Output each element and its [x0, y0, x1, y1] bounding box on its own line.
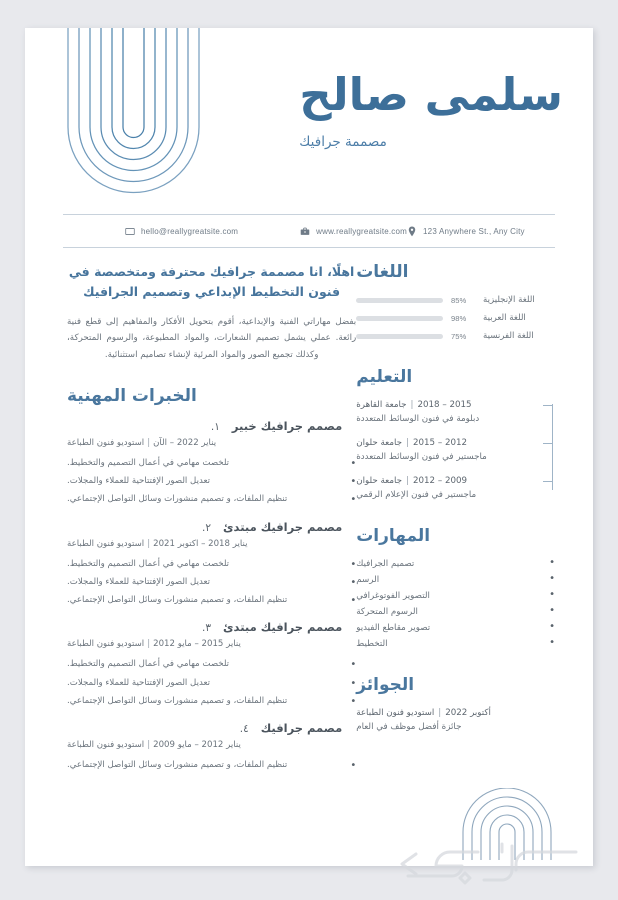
- separator: |: [147, 639, 151, 650]
- experience-dates: يناير 2012 – مايو 2009: [153, 740, 241, 751]
- language-progress-track: [356, 298, 443, 303]
- briefcase-icon: [300, 226, 310, 237]
- candidate-role: مصممة جرافيك: [299, 133, 387, 150]
- experience-entry: [67, 620, 356, 708]
- education-entry: [356, 400, 542, 424]
- education-dates: 2015 – 2018: [417, 400, 472, 410]
- experience-bullet: تعديل الصور الإفتتاحية للعملاء والمجلات. •: [67, 677, 356, 690]
- experience-number: ٢.: [202, 521, 212, 534]
- contact-email-text: hello@reallygreatsite.com: [141, 226, 239, 236]
- language-row: [356, 313, 555, 323]
- contact-item-address: [407, 226, 525, 237]
- experience-company: استوديو فنون الطباعة: [67, 538, 145, 549]
- award-org: استوديو فنون الطباعة: [356, 708, 435, 718]
- separator: |: [147, 437, 151, 448]
- experience-bullet: تلخصت مهامي في أعمال التصميم والتخطيط. •: [67, 658, 356, 671]
- experience-bullet: تعديل الصور الإفتتاحية للعملاء والمجلات. •: [67, 475, 356, 488]
- experience-bullet: تلخصت مهامي في أعمال التصميم والتخطيط. •: [67, 558, 356, 571]
- skill-item: الرسم •: [356, 575, 555, 585]
- skills-heading: المهارات: [356, 526, 431, 546]
- experience-bullet: تنظيم الملفات، و تصميم منشورات وسائل التواصل الإجتماعي. •: [67, 759, 356, 772]
- intro-paragraph: بفضل مهاراتي الفنية والإبداعية، أقوم بتحويل الأفكار والمفاهيم إلى قطع فنية رائعة. عملي يشمل تصميم الشعارات، والمواد المطبوعة، والرسوم المتحركة، وكذلك تجميع الصور والمواد المرئية لإنشاء تصاميم استثنائية.: [67, 316, 357, 360]
- contact-bar: [63, 214, 555, 248]
- contact-address-text: 123 Anywhere St., Any City: [423, 226, 525, 236]
- experience-meta: [67, 539, 356, 549]
- award-detail: جائزة أفضل موظف في العام: [356, 722, 462, 732]
- award-entry-header: [356, 708, 555, 718]
- education-degree: دبلومة في فنون الوسائط المتعددة: [356, 414, 480, 424]
- experience-title-row: [67, 520, 356, 534]
- experience-bullet: تنظيم الملفات، و تصميم منشورات وسائل التواصل الإجتماعي. •: [67, 493, 356, 506]
- envelope-icon: [125, 226, 135, 237]
- language-name: اللغة الإنجليزية: [483, 295, 535, 305]
- language-percent: 98%: [451, 313, 467, 323]
- experience-job-title: مصمم جرافيك: [260, 721, 343, 736]
- separator: |: [147, 538, 151, 549]
- experience-title-row: [67, 419, 356, 433]
- candidate-name: سلمى صالح: [299, 68, 563, 121]
- language-row: [356, 295, 555, 305]
- education-dates: 2009 – 2012: [412, 476, 468, 486]
- education-entry: [356, 476, 542, 500]
- experience-dates: يناير 2015 – مايو 2012: [153, 639, 241, 650]
- language-percent: 85%: [451, 295, 467, 305]
- contact-website-text: www.reallygreatsite.com: [316, 226, 408, 236]
- languages-section: [356, 262, 555, 341]
- experience-meta: [67, 438, 356, 448]
- experience-bullets: [67, 658, 356, 708]
- contact-item-website[interactable]: [300, 226, 407, 237]
- education-school: جامعة حلوان: [356, 438, 403, 448]
- language-name: اللغة الفرنسية: [483, 331, 534, 341]
- education-entry-header: [356, 400, 542, 410]
- experience-dates: يناير 2018 – اكتوبر 2021: [153, 538, 248, 549]
- skills-list: [356, 559, 555, 649]
- separator: |: [147, 740, 151, 751]
- education-heading: التعليم: [356, 367, 413, 387]
- language-progress-track: [356, 334, 443, 339]
- language-name: اللغة العربية: [483, 313, 526, 323]
- experience-entry: [67, 721, 356, 772]
- resume-header: [25, 28, 593, 200]
- location-pin-icon: [407, 226, 417, 237]
- experience-job-title: مصمم جرافيك خبير: [231, 418, 343, 433]
- separator: |: [406, 476, 409, 486]
- skill-item: الرسوم المتحركة •: [356, 607, 555, 617]
- intro-section: [67, 262, 356, 364]
- skill-item: التصوير الفوتوغرافي •: [356, 591, 555, 601]
- experience-number: ٣.: [202, 622, 212, 635]
- skills-section: [356, 526, 555, 649]
- language-percent: 75%: [451, 331, 467, 341]
- experience-company: استوديو فنون الطباعة: [67, 639, 145, 650]
- skill-item: التخطيط •: [356, 639, 555, 649]
- education-section: [356, 367, 555, 500]
- experience-bullet: تلخصت مهامي في أعمال التصميم والتخطيط. •: [67, 457, 356, 470]
- experience-bullets: [67, 558, 356, 608]
- education-entry-header: [356, 476, 542, 486]
- experience-heading: الخبرات المهنية: [67, 385, 197, 406]
- education-school: جامعة حلوان: [356, 476, 403, 486]
- experience-bullet: تعديل الصور الإفتتاحية للعملاء والمجلات. •: [67, 576, 356, 589]
- languages-heading: اللغات: [356, 262, 409, 282]
- experience-entry: [67, 520, 356, 608]
- experience-company: استوديو فنون الطباعة: [67, 437, 145, 448]
- sidebar-column: [356, 262, 555, 786]
- experience-number: ١.: [210, 420, 220, 433]
- separator: |: [410, 400, 414, 410]
- experience-entry: [67, 419, 356, 507]
- contact-item-email[interactable]: [125, 226, 238, 237]
- experience-title-row: [67, 620, 356, 634]
- resume-body: [25, 248, 593, 786]
- separator: |: [406, 438, 409, 448]
- skill-item: تصميم الجرافيك •: [356, 559, 555, 569]
- separator: |: [438, 708, 442, 718]
- experience-dates: يناير 2022 – الآن: [153, 437, 217, 448]
- name-block: [299, 70, 563, 150]
- language-progress-track: [356, 316, 443, 321]
- experience-bullet: تنظيم الملفات، و تصميم منشورات وسائل التواصل الإجتماعي. •: [67, 695, 356, 708]
- experience-number: ٤.: [239, 723, 249, 736]
- award-date: أكتوبر 2022: [445, 708, 491, 718]
- education-timeline: [356, 400, 555, 500]
- education-entry: [356, 438, 542, 462]
- education-school: جامعة القاهرة: [356, 400, 407, 410]
- intro-headline: اهلًا، انا مصممة جرافيك محترفة ومتخصصة في فنون التخطيط الإبداعي وتصميم الجرافيك: [68, 264, 355, 300]
- resume-page: [25, 28, 593, 866]
- experience-job-title: مصمم جرافيك مبتدئ: [223, 620, 343, 635]
- nested-arch-logo-icon: [61, 28, 206, 199]
- languages-list: [356, 295, 555, 341]
- education-degree: ماجستير في فنون الإعلام الرقمي: [356, 490, 477, 500]
- skill-item: تصوير مقاطع الفيديو •: [356, 623, 555, 633]
- experience-job-title: مصمم جرافيك مبتدئ: [223, 519, 343, 534]
- awards-section: [356, 675, 555, 732]
- education-degree: ماجستير في فنون الوسائط المتعددة: [356, 452, 487, 462]
- awards-heading: الجوائز: [356, 675, 415, 695]
- experience-meta: [67, 740, 356, 750]
- experience-bullets: [67, 457, 356, 507]
- experience-bullets: [67, 759, 356, 772]
- rainbow-arch-icon: [459, 788, 555, 860]
- experience-company: استوديو فنون الطباعة: [67, 740, 145, 751]
- experience-bullet: تنظيم الملفات، و تصميم منشورات وسائل التواصل الإجتماعي. •: [67, 594, 356, 607]
- main-column: [63, 262, 356, 786]
- timeline-line: [552, 404, 553, 490]
- language-row: [356, 331, 555, 341]
- experience-title-row: [67, 721, 356, 735]
- education-dates: 2012 – 2015: [412, 438, 468, 448]
- education-entry-header: [356, 438, 542, 448]
- experience-meta: [67, 639, 356, 649]
- experience-section: [67, 386, 356, 773]
